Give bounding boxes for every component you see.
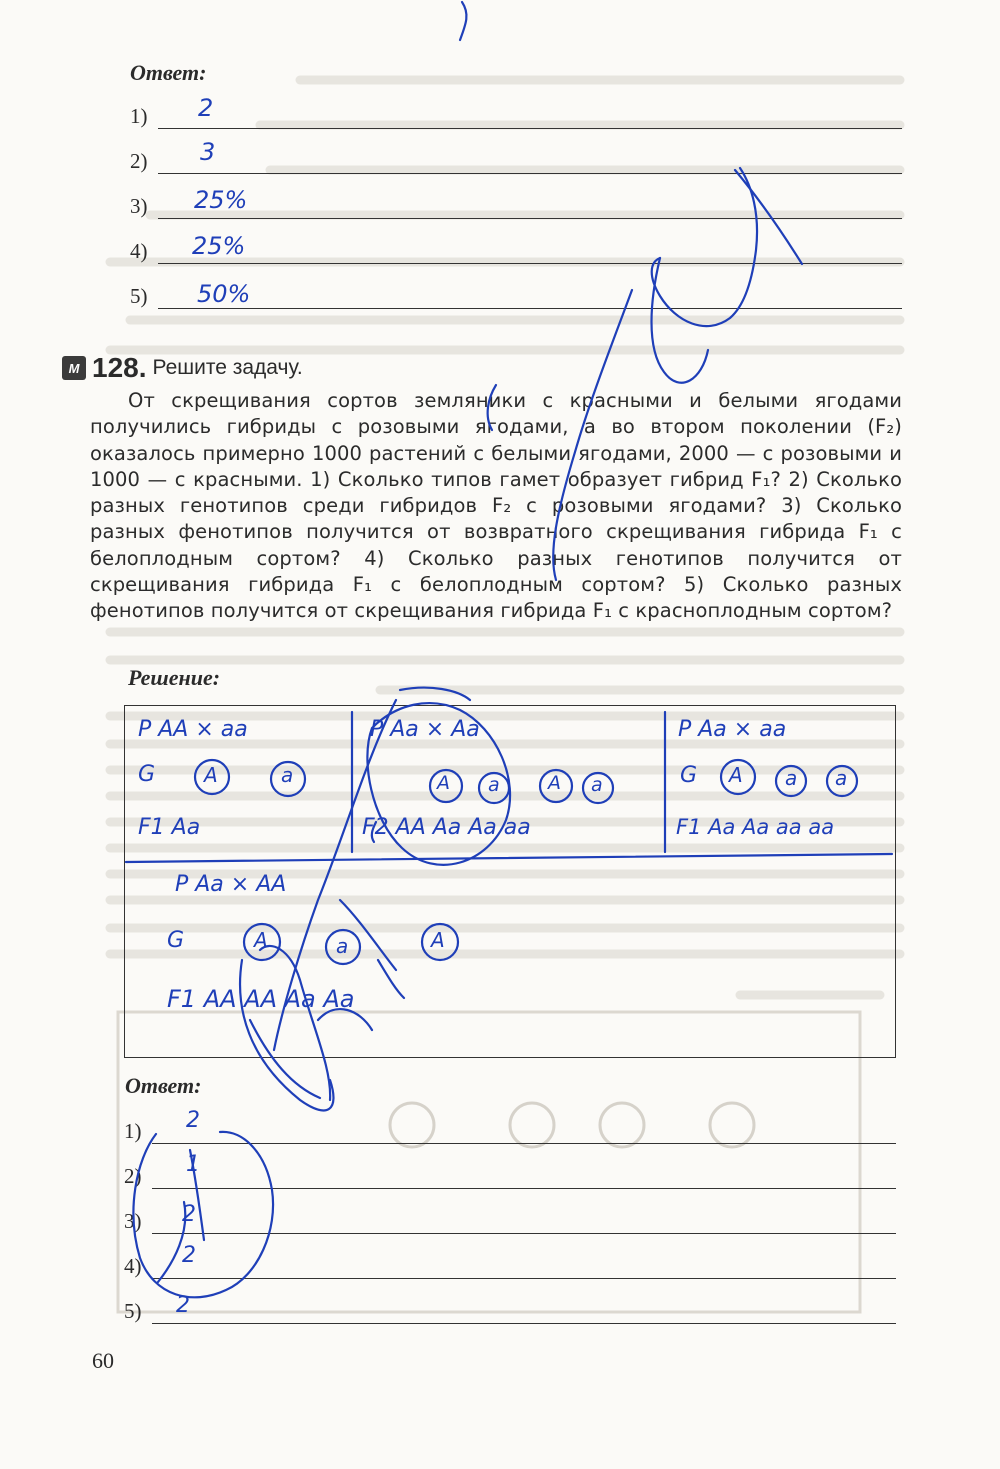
handwritten-answer: 50%: [197, 280, 251, 308]
gamete-circle-icon: [326, 930, 360, 964]
gamete-circle-icon: [583, 773, 613, 803]
handwritten-answer: 25%: [192, 232, 246, 260]
answer-number: 1): [124, 1119, 142, 1143]
cross-1-offspring: F1 Aa: [138, 815, 201, 840]
m-badge-icon: М: [62, 356, 86, 380]
check-mark-icon: [460, 2, 466, 40]
gamete-circle-icon: [422, 924, 458, 960]
task-text: От скрещивания сортов земляники с красными и белыми ягодами получились гибриды с розовыми ягодами, а во втором поколении (F₂) оказалось примерно 1000 растений с белыми ягодами, 2000 — с розовыми и 1000 — с красными. 1) Сколько типов гамет образует гибрид F₁? 2) Сколько разных генотипов среди гибридов F₂ с розовыми ягодами? 3) Сколько разных фенотипов получится от возвратного скрещивания гибрида F₁ с белоплодным сортом? 4) Сколько разных генотипов получится от скрещивания гибрида F₁ с белоплодным сортом? 5) Сколько разных фенотипов получится от скрещивания гибрида F₁ с краснoплодным сортом?: [90, 389, 902, 623]
solution-heading: Решение:: [128, 665, 221, 690]
answer-number: 2): [124, 1164, 142, 1188]
cross-1-parents: P AA × aa: [138, 717, 248, 742]
handwritten-answer: 2: [176, 1293, 190, 1318]
answer-number: 3): [124, 1209, 142, 1233]
gamete: A: [431, 928, 445, 952]
answer-number: 3): [130, 194, 148, 218]
divider-line: [126, 854, 892, 862]
gamete: A: [254, 928, 268, 952]
gamete-circle-icon: [271, 762, 305, 796]
gamete: A: [437, 772, 450, 794]
task-number: 128.: [92, 352, 147, 383]
gamete: A: [204, 763, 218, 787]
gamete-circle-icon: [540, 770, 572, 802]
circle-mark-icon: [367, 703, 510, 865]
gamete-circle-icon: [479, 773, 509, 803]
gamete: a: [488, 774, 500, 796]
handwritten-answer: 2: [186, 1108, 200, 1133]
cross-4-offspring: F1 AA AA Aa Aa: [167, 985, 355, 1013]
answer-number: 4): [124, 1254, 142, 1278]
answer-number: 1): [130, 104, 148, 128]
gamete: a: [785, 766, 798, 790]
cross-1-gametes-label: G: [138, 762, 156, 787]
handwritten-answer: 2: [182, 1202, 196, 1227]
cross-2-parents: P Aa × Aa: [370, 717, 480, 742]
circle-mark-icon: [133, 1132, 273, 1297]
bottom-answer-heading: Ответ:: [125, 1073, 202, 1098]
gamete: a: [336, 934, 349, 958]
cross-2-offspring: F2 AA Aa Aa aa: [362, 815, 531, 840]
handwritten-answer: 3: [200, 138, 216, 166]
gamete-circle-icon: [776, 766, 806, 796]
gamete-circle-icon: [721, 760, 755, 794]
handwritten-answer: 25%: [194, 186, 248, 214]
gamete-circle-icon: [430, 770, 462, 802]
cross-3-parents: P Aa × aa: [678, 717, 787, 742]
gamete: A: [548, 772, 561, 794]
check-mark-icon: [652, 168, 757, 326]
answer-number: 2): [130, 149, 148, 173]
task-title: Решите задачу.: [152, 356, 303, 379]
top-answer-heading: Ответ:: [130, 60, 207, 85]
gamete-circle-icon: [195, 760, 229, 794]
cross-3-offspring: F1 Aa Aa aa aa: [676, 815, 835, 839]
gamete: a: [591, 774, 603, 796]
handwritten-answer: 1: [186, 1152, 200, 1177]
answer-number: 4): [130, 239, 148, 263]
cross-3-gametes-label: G: [680, 763, 698, 788]
gamete-circle-icon: [244, 924, 280, 960]
gamete: a: [281, 763, 294, 787]
cross-4-gametes-label: G: [167, 928, 185, 953]
gamete-circle-icon: [827, 766, 857, 796]
answer-number: 5): [130, 284, 148, 308]
gamete: A: [729, 763, 743, 787]
cross-4-parents: P Aa × AA: [175, 872, 287, 897]
handwritten-answer: 2: [198, 94, 214, 122]
answer-number: 5): [124, 1299, 142, 1323]
handwritten-answer: 2: [182, 1243, 196, 1268]
page-number: 60: [92, 1348, 114, 1373]
gamete: a: [835, 766, 848, 790]
